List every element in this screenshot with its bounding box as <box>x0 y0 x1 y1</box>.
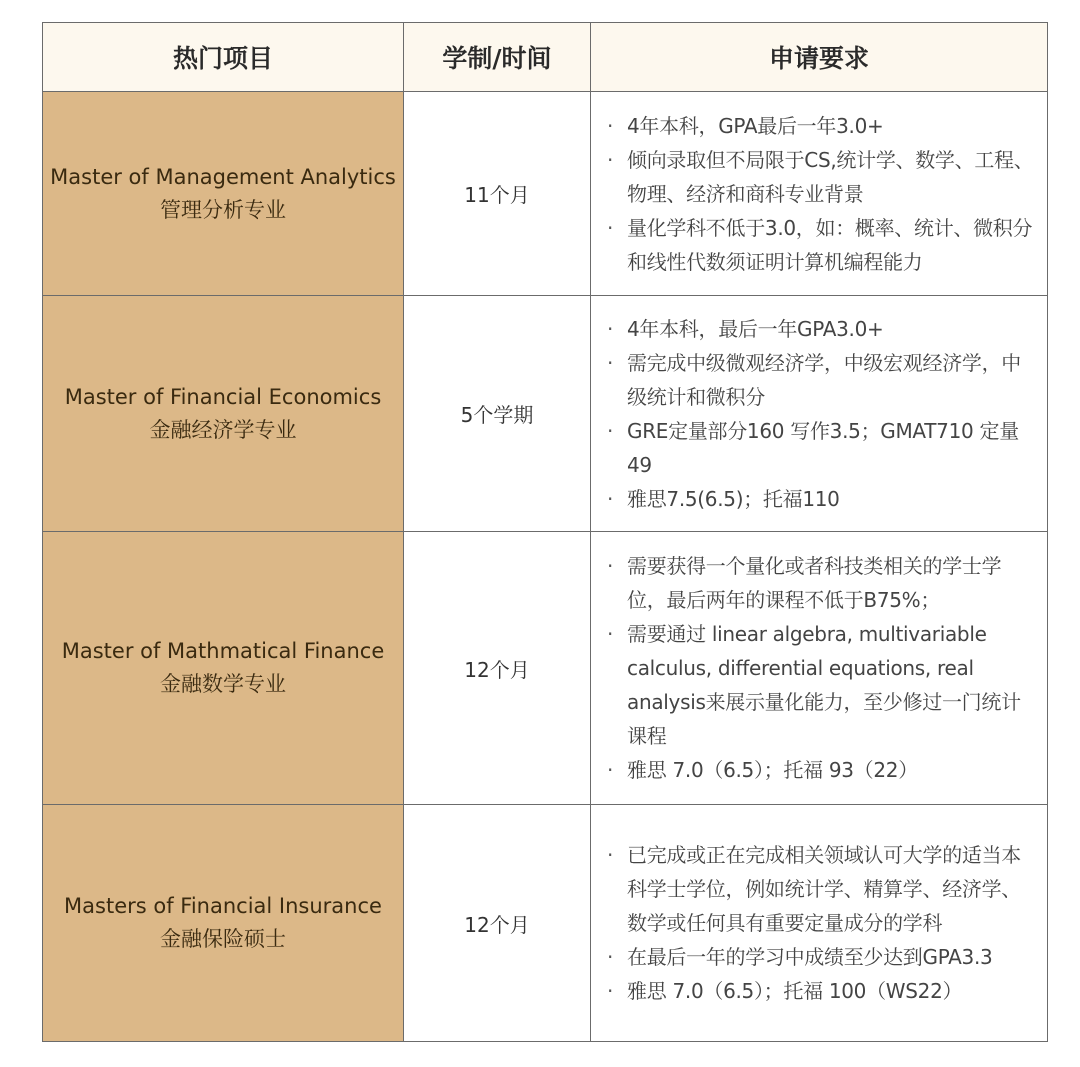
requirements-cell <box>591 805 1048 1042</box>
duration-cell: 5个学期 <box>404 296 591 532</box>
program-name-zh: 金融经济学专业 <box>149 417 297 442</box>
programs-table <box>42 22 1048 1042</box>
program-name-en: Master of Management Analytics <box>50 164 396 189</box>
table-row <box>43 296 1048 532</box>
program-name-en: Masters of Financial Insurance <box>64 894 382 918</box>
requirement-item: · 4年本科，最后一年GPA3.0+ <box>607 312 1039 346</box>
program-name-en: Master of Financial Economics <box>64 384 382 409</box>
requirement-item: · 需要通过 linear algebra, multivariable calculus, differential equations, real analysis来展示量化能力，至少修过一门统计课程 <box>607 617 1039 753</box>
requirements-cell <box>591 92 1048 296</box>
requirements-cell <box>591 532 1048 805</box>
requirements-list <box>607 109 1039 279</box>
header-requirements: 申请要求 <box>591 23 1048 92</box>
program-cell <box>43 296 404 532</box>
requirement-item: · 需要获得一个量化或者科技类相关的学士学位，最后两年的课程不低于B75%； <box>607 549 1039 617</box>
program-cell <box>43 532 404 805</box>
requirements-list <box>607 312 1039 516</box>
program-name-zh: 管理分析专业 <box>160 197 286 222</box>
table-row <box>43 92 1048 296</box>
program-cell <box>43 92 404 296</box>
requirement-item: · 雅思 7.0（6.5）；托福 100（WS22） <box>607 974 1039 1008</box>
table-row <box>43 805 1048 1042</box>
requirement-item: · 在最后一年的学习中成绩至少达到GPA3.3 <box>607 940 1039 974</box>
requirements-list <box>607 838 1039 1008</box>
header-program: 热门项目 <box>43 23 404 92</box>
requirements-cell <box>591 296 1048 532</box>
duration-cell: 12个月 <box>404 532 591 805</box>
requirement-item: · 量化学科不低于3.0，如：概率、统计、微积分和线性代数须证明计算机编程能力 <box>607 211 1039 279</box>
requirement-item: · 需完成中级微观经济学，中级宏观经济学，中级统计和微积分 <box>607 346 1039 414</box>
program-name-zh: 金融保险硕士 <box>160 927 286 951</box>
requirement-item: · 倾向录取但不局限于CS,统计学、数学、工程、物理、经济和商科专业背景 <box>607 143 1039 211</box>
header-duration: 学制/时间 <box>404 23 591 92</box>
table-row <box>43 532 1048 805</box>
duration-cell: 11个月 <box>404 92 591 296</box>
requirement-item: · 雅思7.5(6.5)；托福110 <box>607 482 1039 516</box>
program-name-en: Master of Mathmatical Finance <box>61 639 385 663</box>
requirement-item: · 雅思 7.0（6.5）；托福 93（22） <box>607 753 1039 787</box>
duration-cell: 12个月 <box>404 805 591 1042</box>
header-row <box>43 23 1048 92</box>
requirement-item: · 已完成或正在完成相关领域认可大学的适当本科学士学位，例如统计学、精算学、经济学、数学或任何具有重要定量成分的学科 <box>607 838 1039 940</box>
requirement-item: · 4年本科，GPA最后一年3.0+ <box>607 109 1039 143</box>
requirement-item: · GRE定量部分160 写作3.5；GMAT710 定量49 <box>607 414 1039 482</box>
program-name-zh: 金融数学专业 <box>160 672 286 696</box>
requirements-list <box>607 549 1039 787</box>
program-cell <box>43 805 404 1042</box>
